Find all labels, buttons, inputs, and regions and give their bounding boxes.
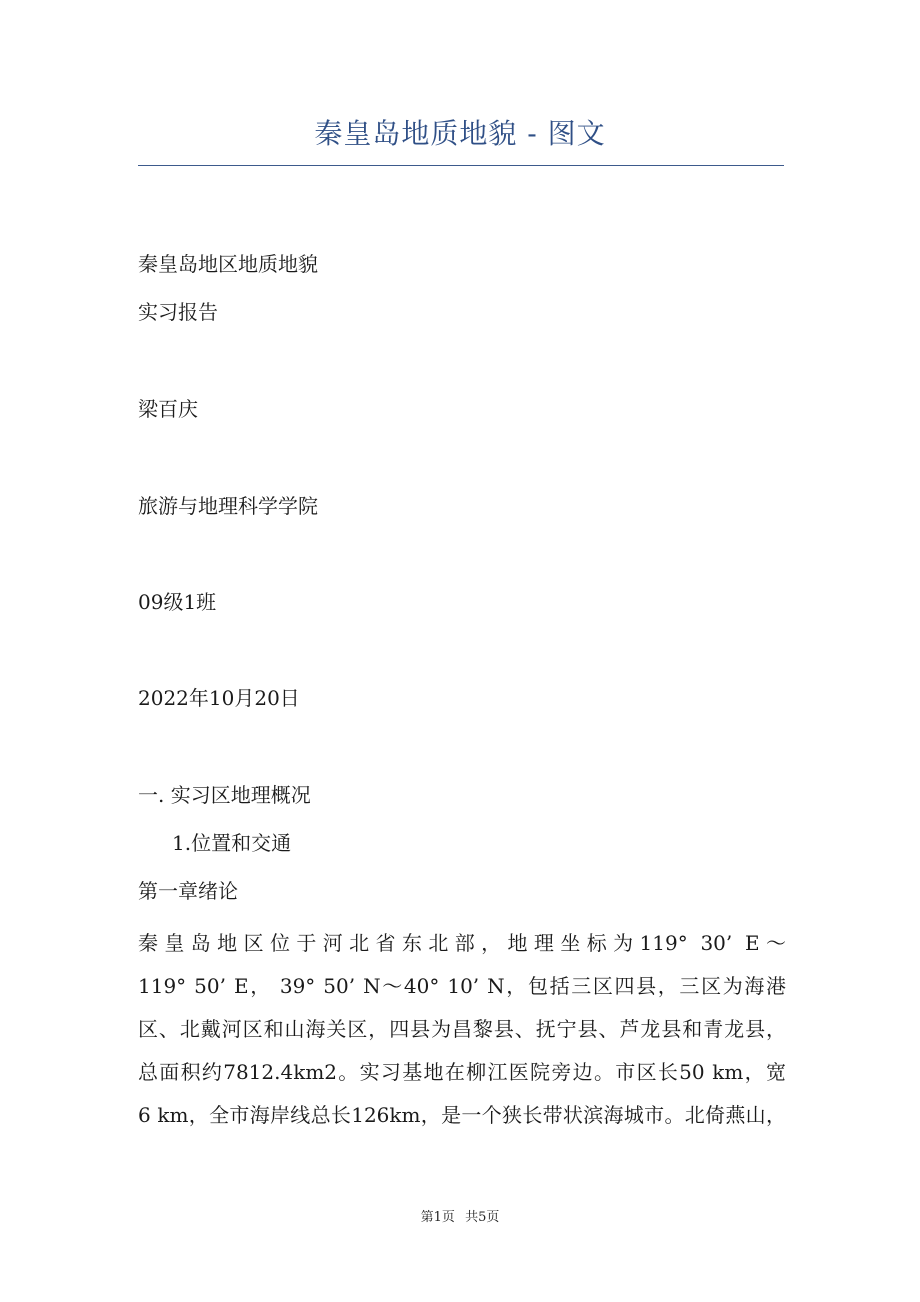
chapter-heading-1: 第一章绪论 (138, 879, 238, 903)
paragraph-line: 总面积约7812.4km2。实习基地在柳江医院旁边。市区长50 km，宽 (138, 1060, 786, 1084)
title-divider (138, 165, 784, 166)
page-footer (0, 1206, 920, 1225)
report-title-line-2: 实习报告 (138, 300, 218, 324)
report-date: 2022年10月20日 (138, 686, 300, 710)
school-name: 旅游与地理科学学院 (138, 494, 318, 518)
author-name: 梁百庆 (138, 397, 198, 421)
page-number-current: 第1页 (420, 1210, 455, 1225)
document-title: 秦皇岛地质地貌 - 图文 (314, 117, 606, 150)
section-heading-1: 一. 实习区地理概况 (138, 783, 311, 807)
paragraph-line: 区、北戴河区和山海关区，四县为昌黎县、抚宁县、芦龙县和青龙县， (138, 1017, 786, 1041)
page-number-total: 共5页 (465, 1210, 500, 1225)
paragraph-line: 秦皇岛地区位于河北省东北部，地理坐标为119° 30’ E～ (138, 931, 786, 955)
paragraph-line: 119° 50’ E， 39° 50’ N～40° 10’ N，包括三区四县，三区为海港 (138, 974, 786, 998)
body-paragraph (138, 922, 786, 1137)
class-name: 09级1班 (138, 590, 217, 614)
report-title-line-1: 秦皇岛地区地质地貌 (138, 252, 318, 276)
subsection-heading-1-1: 1.位置和交通 (172, 831, 292, 855)
paragraph-line: 6 km，全市海岸线总长126km，是一个狭长带状滨海城市。北倚燕山， (138, 1103, 786, 1127)
